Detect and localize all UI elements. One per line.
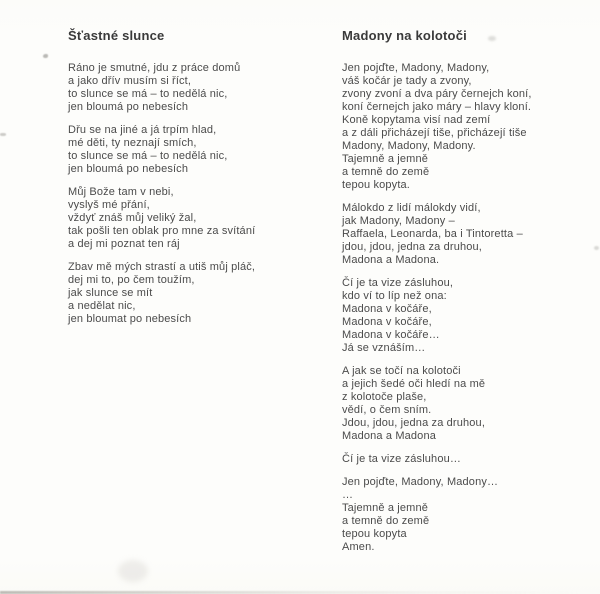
poem-line: Tajemně a jemně	[342, 502, 429, 514]
poem-line: jak slunce se mít	[68, 287, 153, 299]
poem-line: Madona v kočáře,	[342, 303, 432, 315]
stanza	[68, 261, 320, 326]
poem-line: Tajemně a jemně	[342, 153, 429, 165]
scan-smudge	[118, 560, 148, 582]
stanza	[342, 476, 586, 554]
poem-line: tepou kopyta.	[342, 179, 410, 191]
poem-line: Madona v kočáře…	[342, 329, 440, 341]
poem-line: Madony, Madony, Madony.	[342, 140, 476, 152]
poem-line: Jen pojďte, Madony, Madony,	[342, 62, 490, 74]
poem-line: Dřu se na jiné a já trpím hlad,	[68, 124, 217, 136]
poem-line: Čí je ta vize zásluhou,	[342, 277, 454, 289]
poem-line: tepou kopyta	[342, 528, 407, 540]
poem-line: Jen pojďte, Madony, Madony…	[342, 476, 499, 488]
stanza	[342, 365, 586, 443]
scan-speck	[594, 246, 599, 250]
poem-line: a dej mi poznat ten ráj	[68, 238, 180, 250]
stanza	[342, 62, 586, 192]
poem-body	[342, 62, 586, 554]
poem-line: jen bloumá po nebesích	[68, 163, 189, 175]
stanza	[68, 186, 320, 251]
poem-line: a jako dřív musím si říct,	[68, 75, 192, 87]
poem-line: kdo ví to líp než ona:	[342, 290, 447, 302]
poem-line: Amen.	[342, 541, 375, 553]
poem-line: A jak se točí na kolotoči	[342, 365, 461, 377]
stanza	[342, 202, 586, 267]
poem-line: vyslyš mé přání,	[68, 199, 150, 211]
poem-line: to slunce se má – to nedělá nic,	[68, 150, 228, 162]
poem-line: a z dáli přicházejí tiše, přicházejí tiše	[342, 127, 527, 139]
stanza	[342, 277, 586, 355]
poem-line: Madona v kočáře,	[342, 316, 432, 328]
poem-line: vědí, o čem sním.	[342, 404, 432, 416]
stanza	[342, 453, 586, 466]
stanza	[68, 62, 320, 114]
poem-line: dej mi to, po čem toužím,	[68, 274, 195, 286]
poem-line: tak pošli ten oblak pro mne za svítání	[68, 225, 256, 237]
poem-line: Zbav mě mých strastí a utiš můj pláč,	[68, 261, 256, 273]
poem-line: jen bloumá po nebesích	[68, 101, 189, 113]
poem-line: jdou, jdou, jedna za druhou,	[342, 241, 482, 253]
poem-line: to slunce se má – to nedělá nic,	[68, 88, 228, 100]
poem-line: Raffaela, Leonarda, ba i Tintoretta –	[342, 228, 523, 240]
stanza	[68, 124, 320, 176]
poem-line: Ráno je smutné, jdu z práce domů	[68, 62, 241, 74]
poem-line: zvony zvoní a dva páry černejch koní,	[342, 88, 532, 100]
poem-line: a temně do země	[342, 166, 430, 178]
poem-line: a temně do země	[342, 515, 430, 527]
scan-speck	[0, 133, 6, 136]
poem-column-madony-na-kolotoci	[342, 28, 586, 554]
poem-line: Koně kopytama visí nad zemí	[342, 114, 491, 126]
poem-line: Čí je ta vize zásluhou…	[342, 453, 462, 465]
poem-line: jak Madony, Madony –	[342, 215, 455, 227]
poem-title: Šťastné slunce	[68, 28, 165, 43]
poem-line: a jejich šedé oči hledí na mě	[342, 378, 486, 390]
poem-line: …	[342, 489, 354, 501]
poem-line: Jdou, jdou, jedna za druhou,	[342, 417, 486, 429]
poem-line: Madona a Madona.	[342, 254, 440, 266]
poem-line: a nedělat nic,	[68, 300, 136, 312]
poem-line: jen bloumat po nebesích	[68, 313, 192, 325]
poem-line: Madona a Madona	[342, 430, 436, 442]
poem-column-stastne-slunce	[68, 28, 320, 326]
poem-line: Můj Bože tam v nebi,	[68, 186, 174, 198]
poem-line: mé děti, ty neznají smích,	[68, 137, 197, 149]
poem-body	[68, 62, 320, 326]
poem-title: Madony na kolotoči	[342, 28, 467, 43]
poem-line: váš kočár je tady a zvony,	[342, 75, 472, 87]
poem-line: Málokdo z lidí málokdy vidí,	[342, 202, 481, 214]
poem-line: vždyť znáš můj veliký žal,	[68, 212, 197, 224]
poem-line: Já se vznáším…	[342, 342, 426, 354]
poem-line: koní černejch jako máry – hlavy kloní.	[342, 101, 532, 113]
poem-line: z kolotoče plaše,	[342, 391, 427, 403]
scan-speck	[43, 54, 48, 58]
